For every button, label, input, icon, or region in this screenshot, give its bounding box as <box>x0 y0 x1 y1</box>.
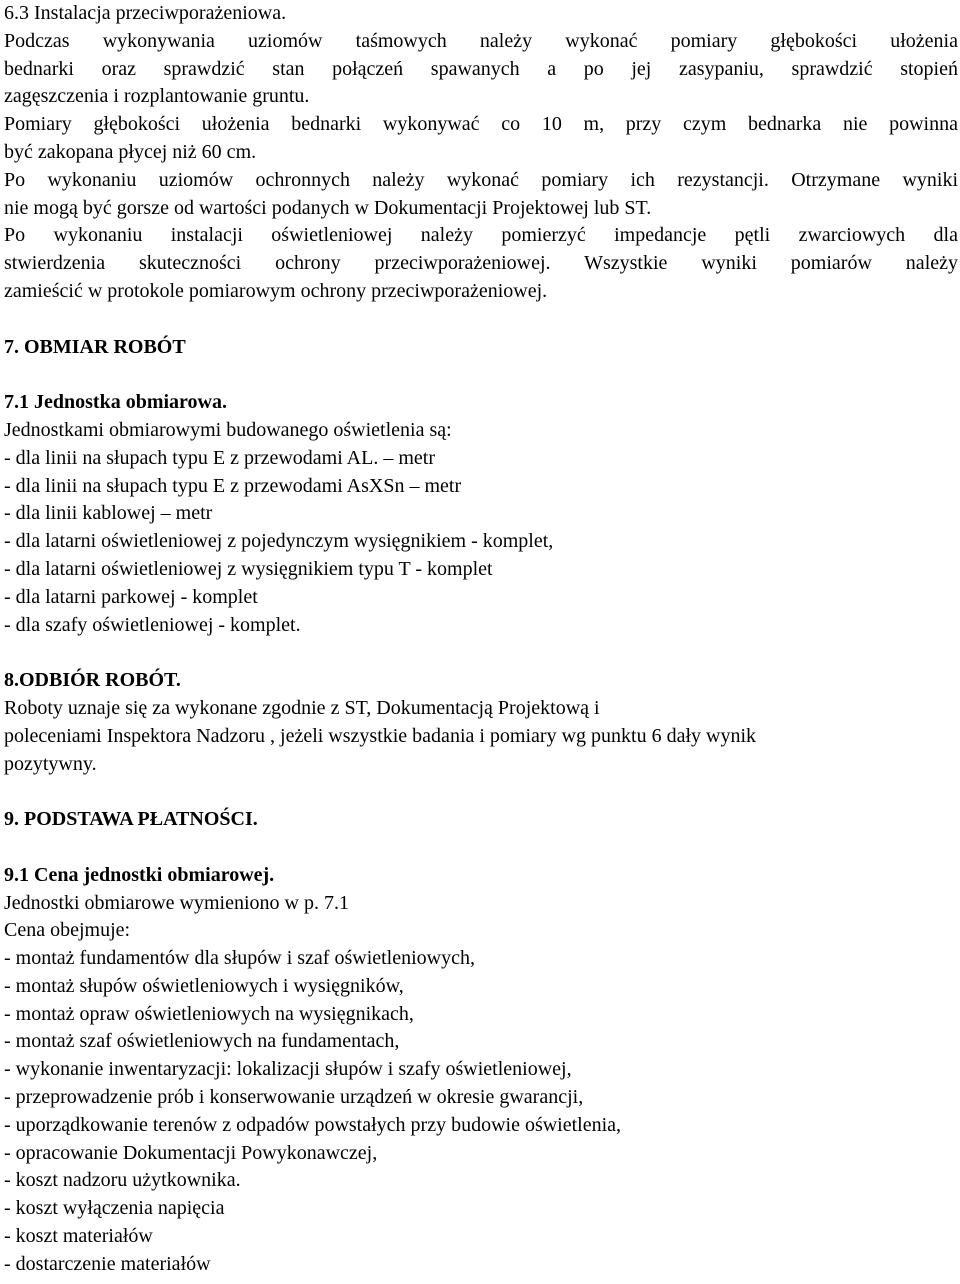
list-item: - uporządkowanie terenów z odpadów powstałych przy budowie oświetlenia, <box>4 1113 622 1136</box>
list-item: - montaż opraw oświetleniowych na wysięgnikach, <box>4 1002 414 1025</box>
paragraph-line: pozytywny. <box>4 752 97 775</box>
list-item: - wykonanie inwentaryzacji: lokalizacji słupów i szafy oświetleniowej, <box>4 1058 572 1081</box>
paragraph-line: poleceniami Inspektora Nadzoru , jeżeli wszystkie badania i pomiary wg punktu 6 dały wynik <box>4 724 757 747</box>
list-item: - przeprowadzenie prób i konserwowanie urządzeń w okresie gwarancji, <box>4 1086 584 1109</box>
paragraph-line: być zakopana płycej niż 60 cm. <box>4 140 257 163</box>
paragraph-line: zagęszczenia i rozplantowanie gruntu. <box>4 85 310 108</box>
list-item: - dla linii na słupach typu E z przewodami AsXSn – metr <box>4 474 462 497</box>
list-item: - opracowanie Dokumentacji Powykonawczej, <box>4 1141 378 1164</box>
paragraph-line: Roboty uznaje się za wykonane zgodnie z ST, Dokumentacją Projektową i <box>4 696 600 719</box>
paragraph-line: nie mogą być gorsze od wartości podanych w Dokumentacji Projektowej lub ST. <box>4 196 652 219</box>
paragraph-line: Pomiary głębokości ułożenia bednarki wykonywać co 10 m, przy czym bednarka nie powinna <box>4 113 958 136</box>
paragraph-line: stwierdzenia skuteczności ochrony przeciwporażeniowej. Wszystkie wyniki pomiarów należy <box>4 252 958 275</box>
section-heading: 9. PODSTAWA PŁATNOŚCI. <box>4 808 258 831</box>
section-heading: 9.1 Cena jednostki obmiarowej. <box>4 863 275 886</box>
spacer <box>4 778 958 806</box>
section-6-3 <box>4 0 958 306</box>
paragraph-line: Jednostki obmiarowe wymieniono w p. 7.1 <box>4 891 349 914</box>
paragraph-line: Po wykonaniu instalacji oświetleniowej należy pomierzyć impedancje pętli zwarciowych dla <box>4 224 958 247</box>
list-item: - koszt nadzoru użytkownika. <box>4 1169 241 1192</box>
section-heading: 6.3 Instalacja przeciwporażeniowa. <box>4 2 287 24</box>
list-item: - dla latarni parkowej - komplet <box>4 585 258 608</box>
document-page <box>4 0 958 1279</box>
spacer <box>4 639 958 667</box>
paragraph-line: bednarki oraz sprawdzić stan połączeń spawanych a po jej zasypaniu, sprawdzić stopień <box>4 57 958 80</box>
paragraph-line: Jednostkami obmiarowymi budowanego oświetlenia są: <box>4 418 452 441</box>
paragraph-line: Po wykonaniu uziomów ochronnych należy wykonać pomiary ich rezystancji. Otrzymane wyniki <box>4 168 958 191</box>
list-item: - montaż słupów oświetleniowych i wysięgników, <box>4 974 404 997</box>
list-item: - koszt materiałów <box>4 1225 153 1248</box>
list-item: - montaż fundamentów dla słupów i szaf oświetleniowych, <box>4 947 475 970</box>
section-heading: 7.1 Jednostka obmiarowa. <box>4 391 227 414</box>
section-7-1 <box>4 389 958 639</box>
section-heading: 7. OBMIAR ROBÓT <box>4 335 186 358</box>
paragraph-line: Cena obejmuje: <box>4 919 131 942</box>
list-item: - dla latarni oświetleniowej z wysięgnikiem typu T - komplet <box>4 557 493 580</box>
section-9-1 <box>4 862 958 1279</box>
paragraph-line: zamieścić w protokole pomiarowym ochrony przeciwporażeniowej. <box>4 279 548 302</box>
spacer <box>4 834 958 862</box>
section-heading: 8.ODBIÓR ROBÓT. <box>4 669 181 692</box>
section-8 <box>4 667 958 778</box>
list-item: - koszt wyłączenia napięcia <box>4 1197 225 1220</box>
spacer <box>4 361 958 389</box>
paragraph-line: Podczas wykonywania uziomów taśmowych należy wykonać pomiary głębokości ułożenia <box>4 29 958 52</box>
list-item: - dla linii kablowej – metr <box>4 502 213 525</box>
list-item: - dla linii na słupach typu E z przewodami AL. – metr <box>4 446 435 469</box>
list-item: - montaż szaf oświetleniowych na fundamentach, <box>4 1030 400 1053</box>
list-item: - dostarczenie materiałów <box>4 1252 211 1275</box>
spacer <box>4 306 958 334</box>
list-item: - dla latarni oświetleniowej z pojedynczym wysięgnikiem - komplet, <box>4 530 554 553</box>
list-item: - dla szafy oświetleniowej - komplet. <box>4 613 301 636</box>
